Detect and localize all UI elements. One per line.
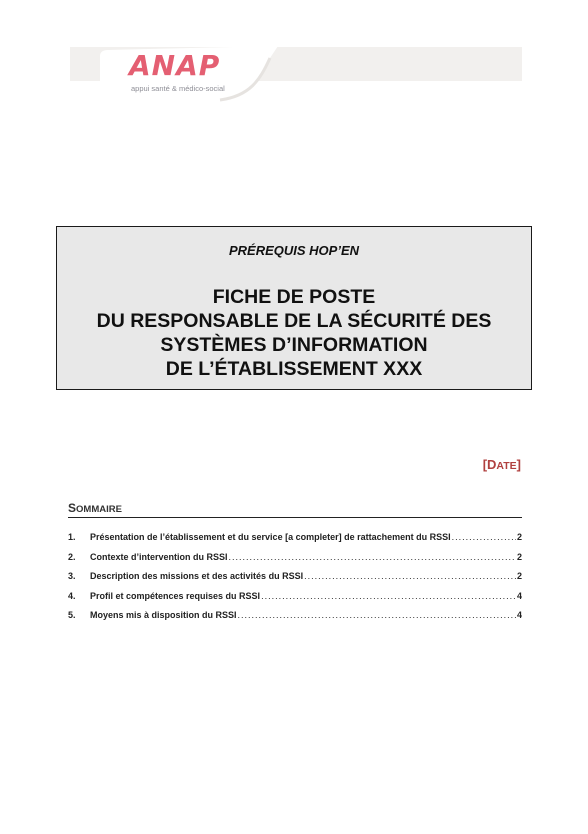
logo-tagline: appui santé & médico-social — [131, 84, 225, 93]
logo-brand: ANAP — [129, 49, 221, 82]
toc-entry-page: 2 — [516, 551, 522, 562]
toc-entry-label: Profil et compétences requises du RSSI — [90, 590, 261, 601]
toc-entry[interactable] — [68, 591, 522, 611]
toc-entry-page: 4 — [516, 590, 522, 601]
toc-leader-dots — [229, 552, 516, 562]
toc-entry-label: Moyens mis à disposition du RSSI — [90, 610, 237, 621]
title-line: DU RESPONSABLE DE LA SÉCURITÉ DES — [96, 310, 492, 332]
toc-leader-dots — [452, 532, 516, 542]
toc-leader-dots — [304, 571, 516, 581]
toc-entry[interactable] — [68, 571, 522, 591]
toc-entry-label: Présentation de l’établissement et du service [a completer] de rattachement du RSSI — [90, 532, 451, 542]
toc-entry[interactable] — [68, 610, 522, 630]
title-line: DE L’ÉTABLISSEMENT XXX — [165, 358, 423, 380]
toc-heading-first: S — [68, 501, 77, 515]
title-line: SYSTÈMES D’INFORMATION — [160, 334, 428, 356]
toc-entry-number: 5. — [68, 610, 76, 621]
document-title — [57, 285, 531, 381]
toc-entry-page: 2 — [516, 532, 522, 542]
toc-heading-rest: OMMAIRE — [76, 504, 122, 515]
date-rest: ATE — [496, 460, 517, 472]
toc-entry-page: 2 — [516, 571, 522, 582]
toc-heading — [68, 501, 522, 518]
prerequis-label: PRÉREQUIS HOP’EN — [228, 243, 360, 258]
date-open: [D — [482, 457, 497, 472]
toc-leader-dots — [261, 591, 516, 601]
toc-entry[interactable] — [68, 552, 522, 572]
cover-title-box — [56, 226, 532, 390]
toc-entry-page: 4 — [516, 610, 522, 621]
date-close: ] — [516, 457, 521, 472]
toc-entry-label: Contexte d’intervention du RSSI — [90, 551, 228, 562]
date-placeholder[interactable] — [483, 457, 521, 472]
toc-entry-number: 4. — [68, 590, 76, 601]
title-line: FICHE DE POSTE — [212, 286, 376, 308]
toc-entry-label: Description des missions et des activités du RSSI — [90, 571, 304, 582]
toc-leader-dots — [238, 610, 516, 620]
toc-entry[interactable] — [68, 532, 522, 552]
toc-entry-number: 3. — [68, 571, 76, 582]
table-of-contents — [68, 532, 522, 630]
toc-entry-number: 2. — [68, 551, 76, 562]
toc-entry-number: 1. — [68, 532, 76, 542]
